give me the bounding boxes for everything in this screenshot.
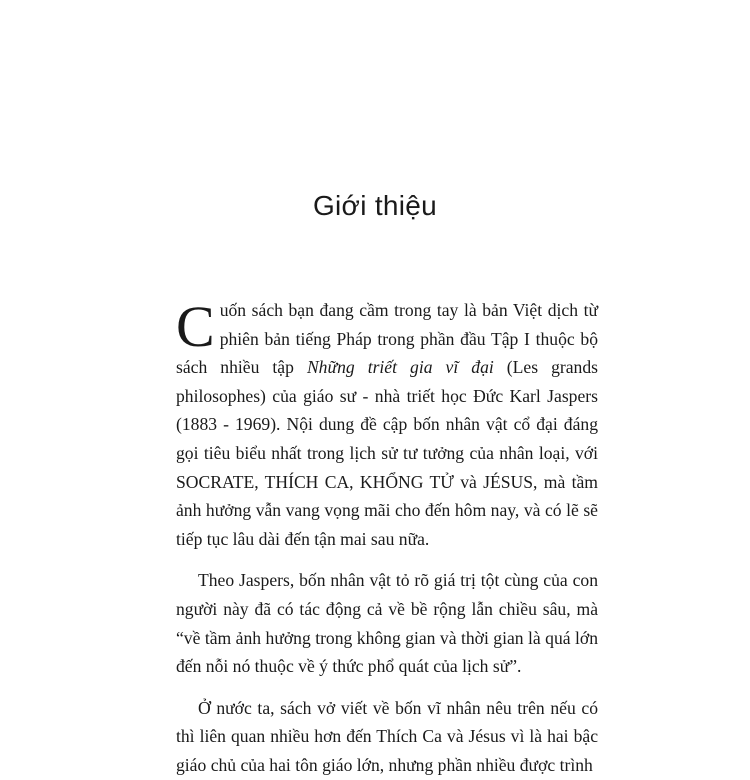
book-title-italic: Những triết gia vĩ đại (306, 357, 494, 378)
chapter-title: Giới thiệu (312, 190, 438, 221)
paragraph-3: Ở nước ta, sách vở viết về bốn vĩ nhân nêu trên nếu có thì liên quan nhiều hơn đến Thích Ca và Jésus vì là hai bậc giáo chủ của hai tôn giáo lớn, nhưng phần nhiều được trình (176, 697, 598, 775)
paragraph-1-text-after-title: (Les grands philosophes) của giáo sư - nhà triết học Đức Karl Jaspers (1883 - 1969). Nội dung đề cập bốn nhân vật cổ đại đáng gọi tiêu biểu nhất trong lịch sử tư tưởng của nhân loại, với SOCRATE, THÍCH CA, KHỔNG TỬ và JÉSUS, mà tầm ảnh hưởng vẫn vang vọng mãi cho đến hôm nay, và có lẽ sẽ tiếp tục lâu dài đến tận mai sau nữa. (176, 357, 598, 549)
body-text (176, 296, 598, 780)
paragraph-1-text-before-title: uốn sách bạn đang cầm trong tay là bản Việt dịch từ phiên bản tiếng Pháp trong phần đầu Tập I thuộc bộ sách nhiều tập (176, 300, 598, 378)
drop-cap: C (176, 294, 215, 359)
paragraph-1 (176, 296, 598, 553)
paragraph-2: Theo Jaspers, bốn nhân vật tỏ rõ giá trị tột cùng của con người này đã có tác động cả về bề rộng lẫn chiều sâu, mà “về tầm ảnh hưởng trong không gian và thời gian là quá lớn đến nỗi nó thuộc về ý thức phổ quát của lịch sử”. (176, 570, 598, 677)
